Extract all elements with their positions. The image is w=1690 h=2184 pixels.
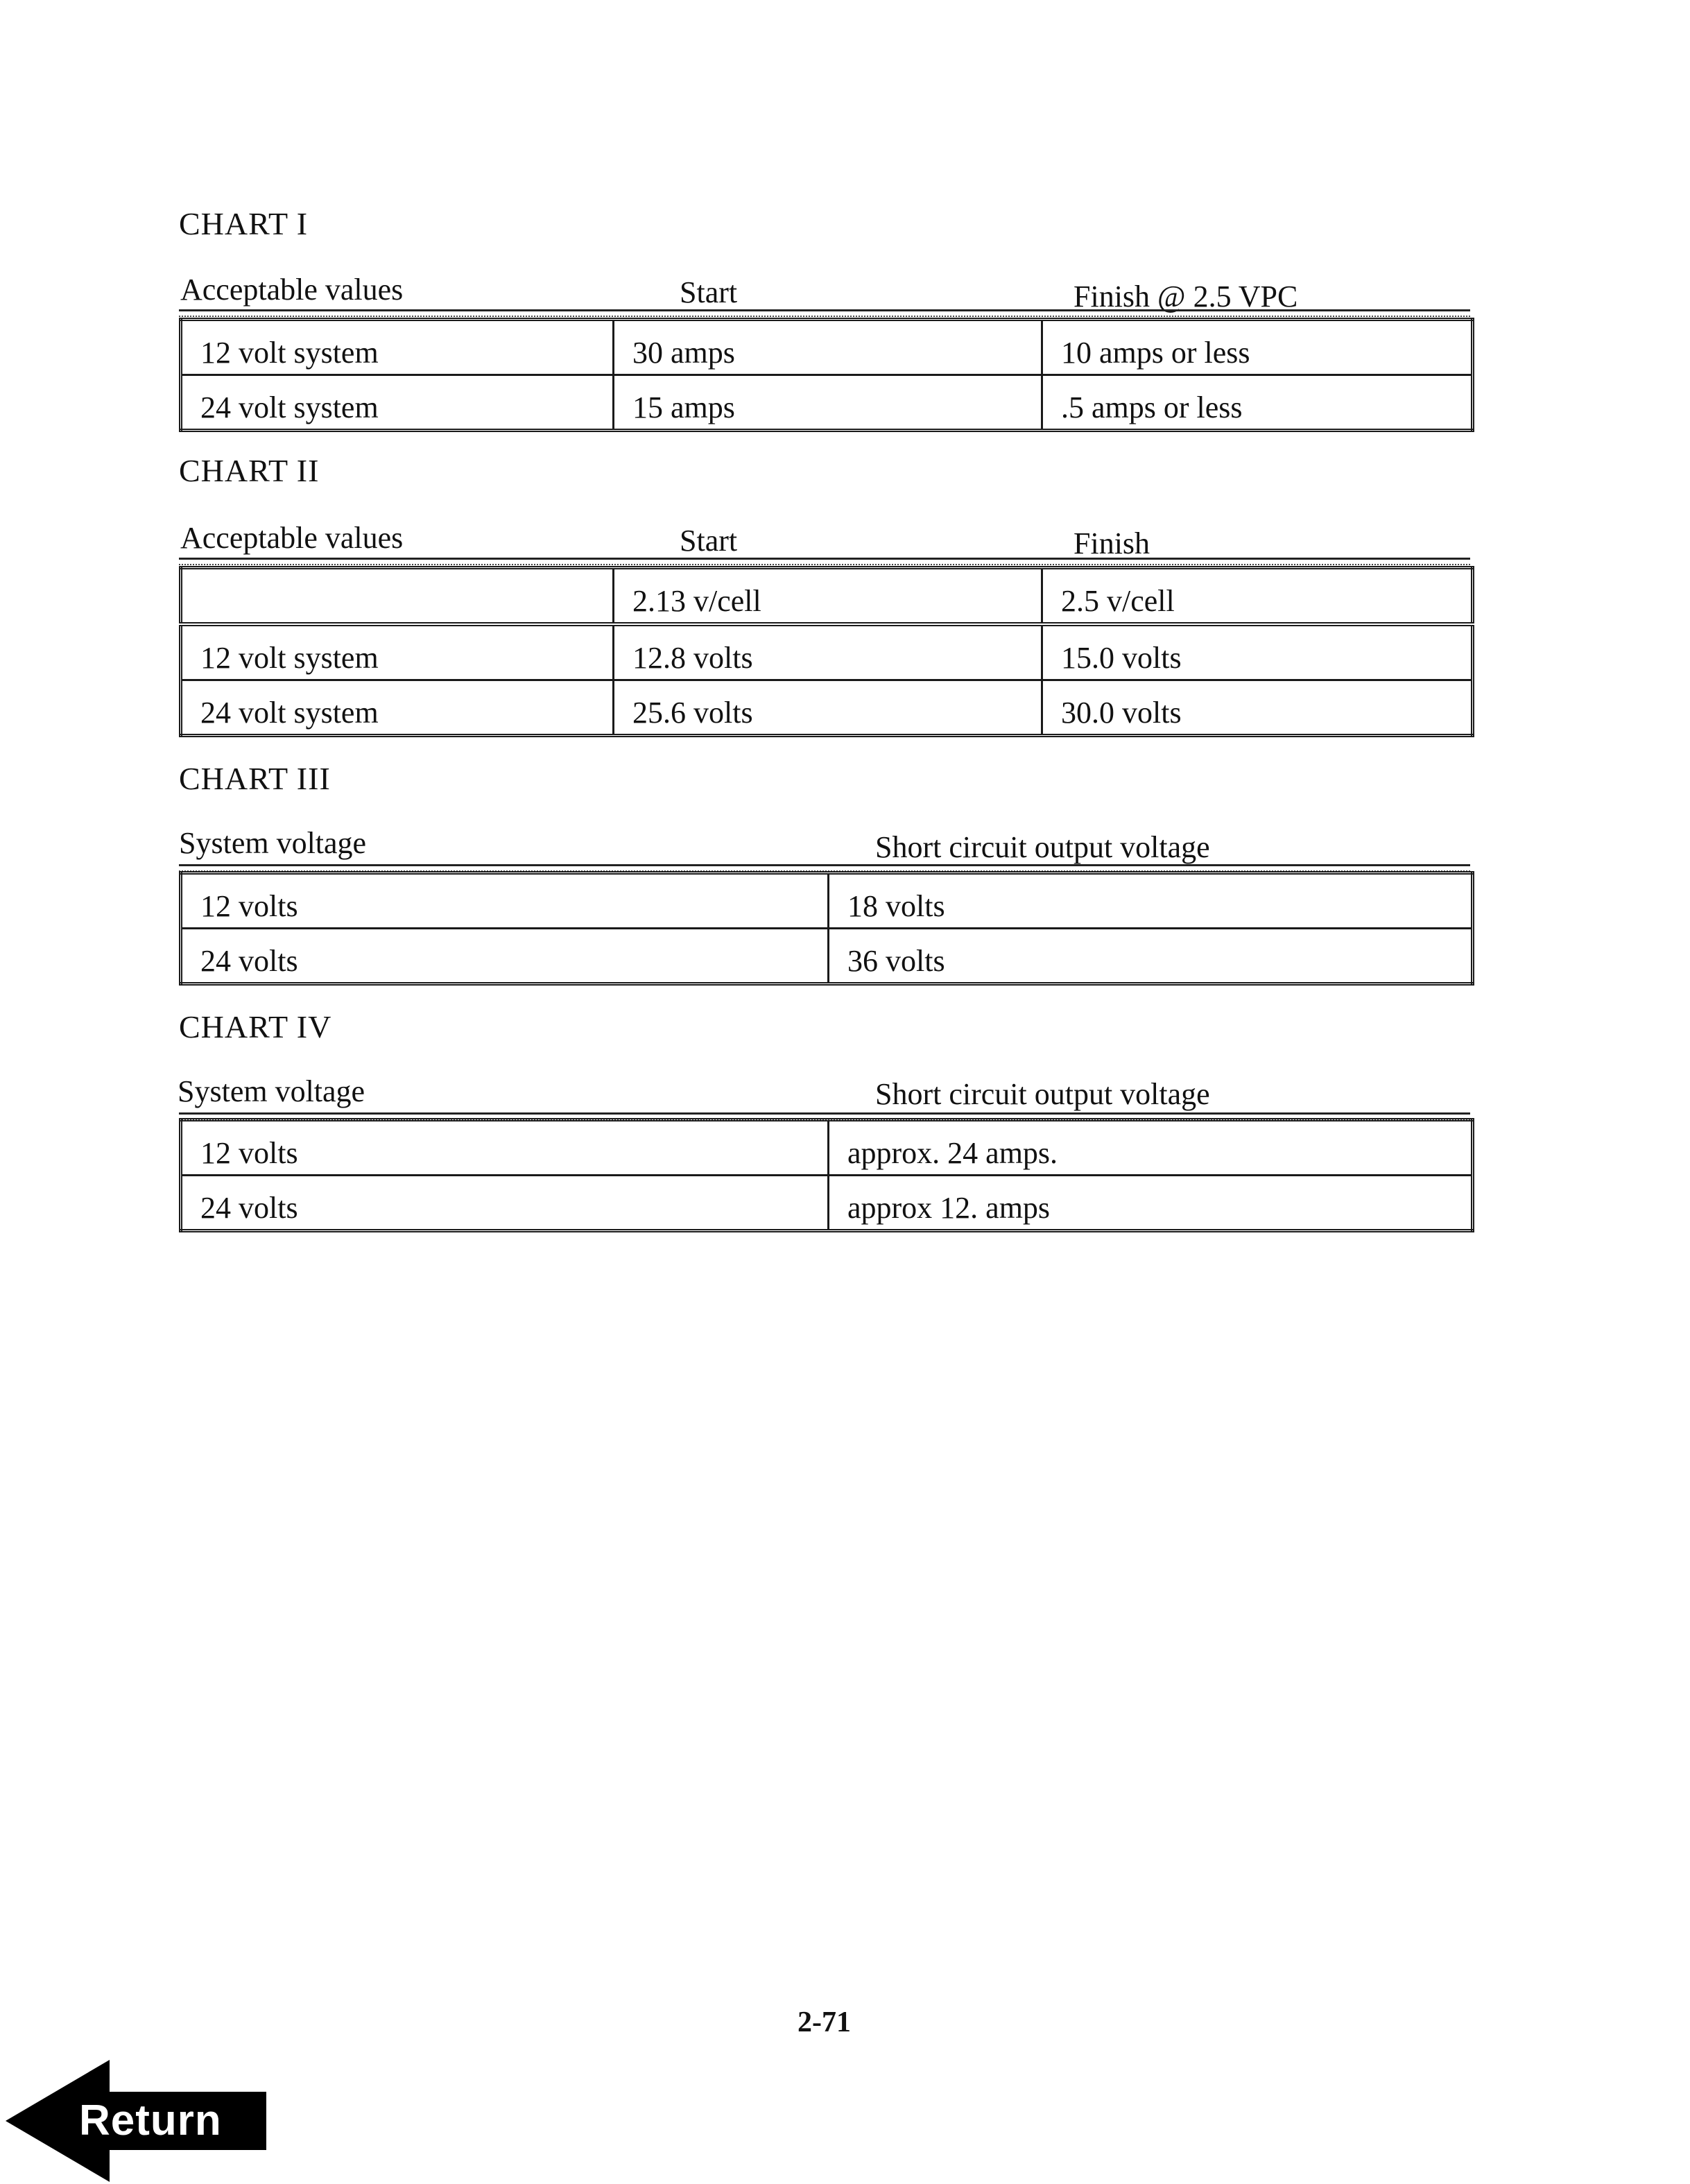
table-row — [181, 568, 1473, 625]
chart-4-title: CHART IV — [179, 1009, 332, 1044]
return-label: Return — [79, 2097, 222, 2144]
chart-1-header-rule — [179, 309, 1470, 317]
table-cell: 30.0 volts — [1042, 680, 1473, 736]
table-cell: 24 volt system — [181, 375, 614, 431]
table-row — [181, 1176, 1473, 1231]
chart-1-title: CHART I — [179, 206, 309, 241]
table-row — [181, 680, 1473, 736]
table-cell: 36 volts — [829, 929, 1473, 984]
chart-2-table — [179, 566, 1474, 737]
chart-3-table — [179, 871, 1474, 986]
chart-3-title: CHART III — [179, 761, 331, 796]
table-cell: .5 amps or less — [1042, 375, 1473, 431]
chart-4-header-short-circuit: Short circuit output voltage — [875, 1077, 1210, 1111]
chart-3-header-short-circuit: Short circuit output voltage — [875, 830, 1210, 864]
table-row — [181, 375, 1473, 431]
chart-2-header-acceptable-values: Acceptable values — [180, 521, 404, 555]
page-number: 2-71 — [797, 2006, 851, 2038]
chart-1-header-finish: Finish @ 2.5 VPC — [1074, 280, 1298, 313]
table-cell: 2.5 v/cell — [1042, 568, 1473, 625]
return-button[interactable] — [6, 2058, 269, 2183]
chart-2-header-rule — [179, 558, 1470, 565]
table-cell: 12 volt system — [181, 320, 614, 375]
table-row — [181, 1120, 1473, 1176]
table-cell: 15 amps — [614, 375, 1042, 431]
table-row — [181, 320, 1473, 375]
table-cell: approx 12. amps — [829, 1176, 1473, 1231]
chart-2-header-finish: Finish — [1074, 526, 1150, 560]
chart-2-header-start: Start — [680, 524, 738, 558]
chart-1-header-acceptable-values: Acceptable values — [180, 273, 404, 307]
table-cell: 10 amps or less — [1042, 320, 1473, 375]
chart-3-header-system-voltage: System voltage — [179, 826, 367, 860]
table-cell: 24 volt system — [181, 680, 614, 736]
table-cell: 12 volt system — [181, 624, 614, 680]
chart-4-table — [179, 1118, 1474, 1232]
table-cell: 24 volts — [181, 929, 829, 984]
table-row — [181, 929, 1473, 984]
table-cell: 2.13 v/cell — [614, 568, 1042, 625]
table-cell: approx. 24 amps. — [829, 1120, 1473, 1176]
chart-2-title: CHART II — [179, 453, 320, 488]
table-cell: 25.6 volts — [614, 680, 1042, 736]
table-row — [181, 873, 1473, 929]
table-cell: 30 amps — [614, 320, 1042, 375]
chart-1-table — [179, 318, 1474, 432]
chart-4-header-system-voltage: System voltage — [178, 1074, 365, 1108]
table-cell: 12 volts — [181, 873, 829, 929]
table-cell: 12.8 volts — [614, 624, 1042, 680]
table-cell: 15.0 volts — [1042, 624, 1473, 680]
chart-1-header-start: Start — [680, 275, 738, 309]
table-cell — [181, 568, 614, 625]
table-row — [181, 624, 1473, 680]
table-cell: 12 volts — [181, 1120, 829, 1176]
table-cell: 24 volts — [181, 1176, 829, 1231]
table-cell: 18 volts — [829, 873, 1473, 929]
